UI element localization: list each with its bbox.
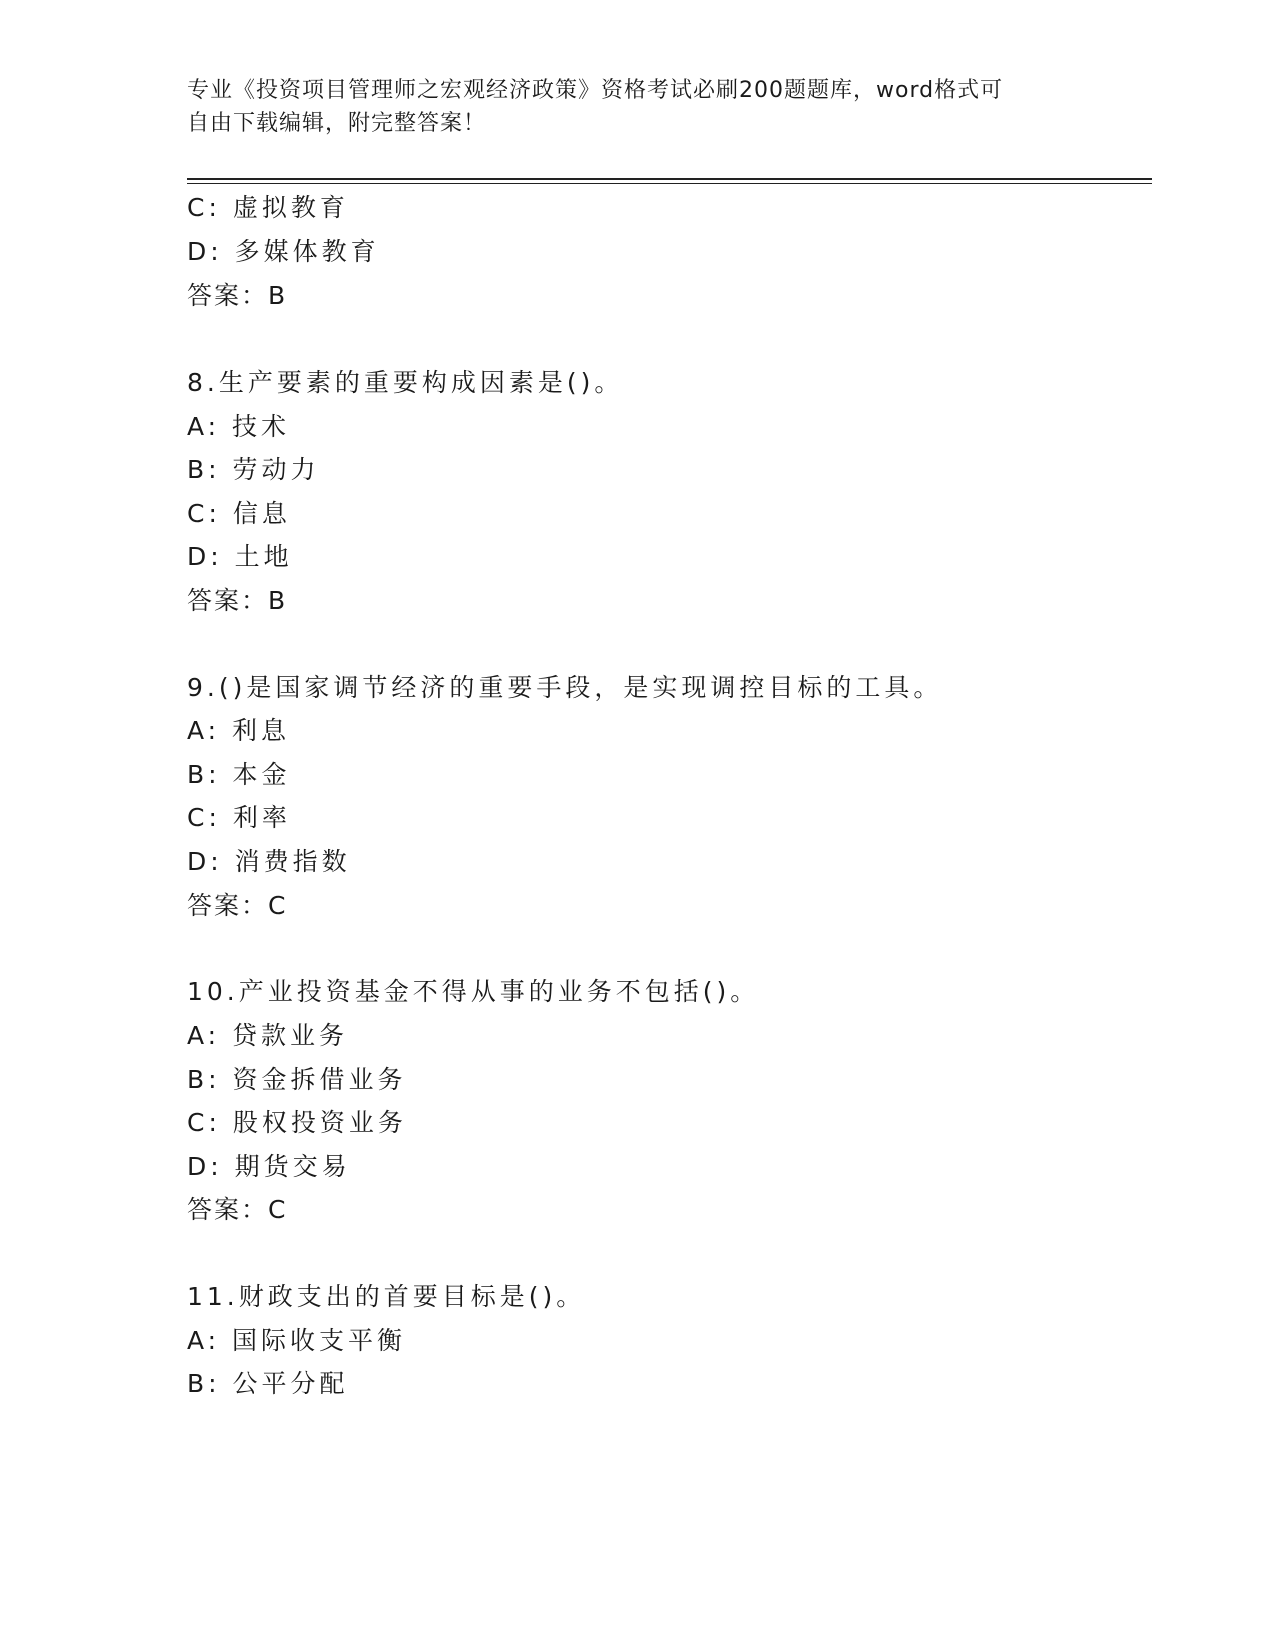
q8-option-c: C: 信息 [187,499,291,528]
header-divider-thick [187,178,1152,180]
header-divider-thin [187,183,1152,184]
q10-question: 10.产业投资基金不得从事的业务不包括()。 [187,977,760,1006]
q10-option-c: C: 股权投资业务 [187,1108,407,1137]
q10-option-d: D: 期货交易 [187,1152,351,1181]
q10-option-a: A: 贷款业务 [187,1021,349,1050]
q11-option-a: A: 国际收支平衡 [187,1326,407,1355]
q10-answer: 答案：C [187,1195,288,1224]
prev-option-d: D: 多媒体教育 [187,237,380,266]
q9-option-d: D: 消费指数 [187,847,351,876]
q10-option-b: B: 资金拆借业务 [187,1065,407,1094]
q8-answer: 答案：B [187,586,288,615]
header-line-2: 自由下载编辑，附完整答案！ [187,111,487,136]
q8-option-d: D: 土地 [187,542,293,571]
q9-option-c: C: 利率 [187,803,291,832]
header-line-1: 专业《投资项目管理师之宏观经济政策》资格考试必刷200题题库，word格式可 [187,78,1004,103]
q9-question: 9.()是国家调节经济的重要手段，是实现调控目标的工具。 [187,673,943,702]
q8-question: 8.生产要素的重要构成因素是()。 [187,368,624,397]
q9-option-b: B: 本金 [187,760,291,789]
prev-option-c: C: 虚拟教育 [187,193,349,222]
q9-option-a: A: 利息 [187,716,291,745]
q9-answer: 答案：C [187,891,288,920]
q11-question: 11.财政支出的首要目标是()。 [187,1282,586,1311]
q8-option-a: A: 技术 [187,412,291,441]
prev-answer: 答案：B [187,281,288,310]
document-header [187,74,1077,140]
q8-option-b: B: 劳动力 [187,455,320,484]
q11-option-b: B: 公平分配 [187,1369,349,1398]
